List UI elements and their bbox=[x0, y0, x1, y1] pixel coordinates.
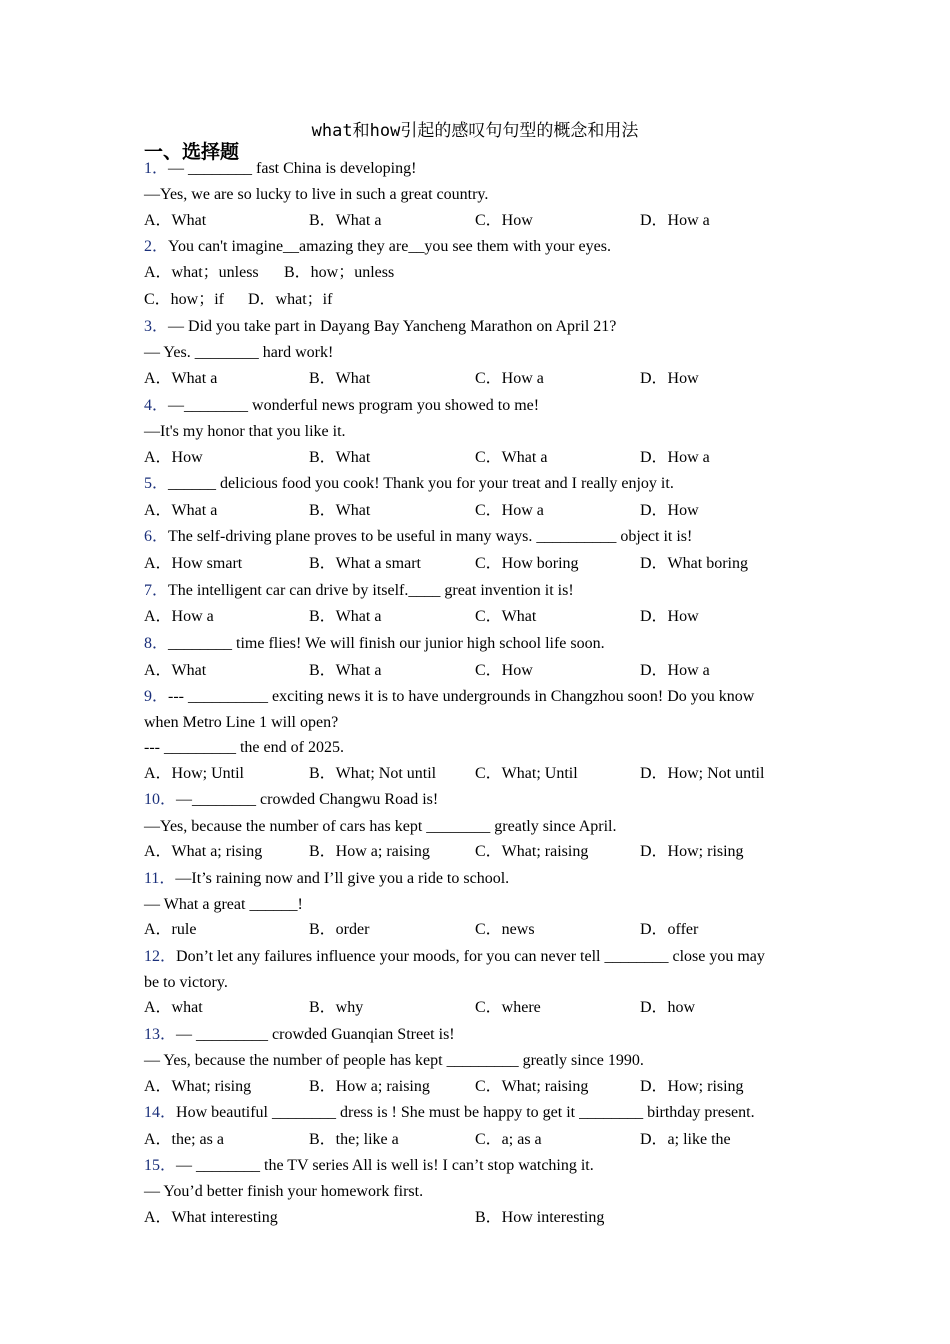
question-text: The self-driving plane proves to be useful in many ways. __________ object it is! bbox=[168, 528, 693, 545]
question-text: How beautiful ________ dress is ! She must be happy to get it ________ birthday present. bbox=[176, 1104, 755, 1121]
option-d[interactable]: D．how bbox=[640, 999, 696, 1016]
option-d[interactable]: D．How bbox=[640, 502, 699, 519]
question-1-line-1 bbox=[144, 159, 416, 179]
question-2-line-1 bbox=[144, 237, 611, 257]
question-number: 6． bbox=[144, 528, 169, 545]
question-15-line-1 bbox=[144, 1156, 594, 1176]
question-text: —It's my honor that you like it. bbox=[144, 423, 346, 440]
question-12-line-2 bbox=[144, 973, 228, 993]
question-4-line-2 bbox=[144, 422, 346, 442]
option-a[interactable]: A．What bbox=[144, 662, 207, 679]
option-d[interactable]: D．How bbox=[640, 608, 699, 625]
section-heading: 一、选择题 bbox=[144, 141, 240, 163]
option-d[interactable]: D．What boring bbox=[640, 555, 748, 572]
option-b[interactable]: B．the; like a bbox=[309, 1131, 399, 1148]
option-c[interactable]: C．news bbox=[475, 921, 535, 938]
question-6-line-1 bbox=[144, 527, 692, 547]
option-b[interactable]: B．What a bbox=[309, 608, 382, 625]
option-c[interactable]: C．How a bbox=[475, 370, 544, 387]
option-d[interactable]: D．How bbox=[640, 370, 699, 387]
option-a[interactable]: A．How bbox=[144, 449, 203, 466]
question-9-line-2 bbox=[144, 713, 338, 733]
option-b[interactable]: B．How a; raising bbox=[309, 843, 430, 860]
question-text: — Yes, because the number of people has kept _________ greatly since 1990. bbox=[144, 1052, 644, 1069]
page-title: what和how引起的感叹句句型的概念和用法 bbox=[311, 121, 639, 141]
question-text: — You’d better finish your homework first. bbox=[144, 1183, 424, 1200]
option-d[interactable]: D．How; Not until bbox=[640, 765, 765, 782]
option-d[interactable]: D．How a bbox=[640, 662, 710, 679]
option-b[interactable]: B．What a bbox=[309, 212, 382, 229]
option-b[interactable]: B．What bbox=[309, 449, 371, 466]
option-d[interactable]: D．a; like the bbox=[640, 1131, 731, 1148]
option-c[interactable]: C．How bbox=[475, 662, 533, 679]
option-a[interactable]: A．What; rising bbox=[144, 1078, 252, 1095]
question-3-line-2 bbox=[144, 343, 333, 363]
question-13-line-1 bbox=[144, 1025, 455, 1045]
question-1-line-2 bbox=[144, 185, 488, 205]
question-text: —________ crowded Changwu Road is! bbox=[176, 791, 439, 808]
question-4-line-1 bbox=[144, 396, 539, 416]
option-d[interactable]: D．How; rising bbox=[640, 1078, 744, 1095]
question-text: — What a great ______! bbox=[144, 896, 303, 913]
option-c[interactable]: C．how；if bbox=[144, 291, 225, 308]
option-d[interactable]: D．How a bbox=[640, 212, 710, 229]
option-b[interactable]: B．What bbox=[309, 370, 371, 387]
question-number: 10． bbox=[144, 791, 177, 808]
question-number: 15． bbox=[144, 1157, 177, 1174]
question-number: 9． bbox=[144, 688, 169, 705]
option-b[interactable]: B．What; Not until bbox=[309, 765, 437, 782]
question-text: — ________ the TV series All is well is! I can’t stop watching it. bbox=[176, 1157, 594, 1174]
option-d[interactable]: D．How; rising bbox=[640, 843, 744, 860]
question-text: --- __________ exciting news it is to have undergrounds in Changzhou soon! Do you know bbox=[168, 688, 755, 705]
question-text: --- _________ the end of 2025. bbox=[144, 739, 344, 756]
option-d[interactable]: D．offer bbox=[640, 921, 699, 938]
question-13-line-2 bbox=[144, 1051, 644, 1071]
option-b[interactable]: B．How a; raising bbox=[309, 1078, 430, 1095]
option-a[interactable]: A．What bbox=[144, 212, 207, 229]
question-9-line-3 bbox=[144, 738, 344, 758]
option-a[interactable]: A．How; Until bbox=[144, 765, 245, 782]
option-b[interactable]: B．What a smart bbox=[309, 555, 421, 572]
question-text: You can't imagine__amazing they are__you see them with your eyes. bbox=[168, 238, 611, 255]
question-text: — Did you take part in Dayang Bay Yancheng Marathon on April 21? bbox=[168, 318, 617, 335]
question-text: — _________ crowded Guanqian Street is! bbox=[176, 1026, 455, 1043]
question-number: 5． bbox=[144, 475, 169, 492]
question-text: —________ wonderful news program you showed to me! bbox=[168, 397, 540, 414]
question-text: — ________ fast China is developing! bbox=[168, 160, 417, 177]
question-text: —Yes, because the number of cars has kept ________ greatly since April. bbox=[144, 818, 617, 835]
option-a[interactable]: A．what；unless bbox=[144, 264, 259, 281]
option-d[interactable]: D．How a bbox=[640, 449, 710, 466]
option-a[interactable]: A．What a; rising bbox=[144, 843, 263, 860]
question-11-line-1 bbox=[144, 869, 509, 889]
question-14-line-1 bbox=[144, 1103, 755, 1123]
question-text: — Yes. ________ hard work! bbox=[144, 344, 334, 361]
option-a[interactable]: A．What interesting bbox=[144, 1209, 278, 1226]
question-12-line-1 bbox=[144, 947, 765, 967]
question-11-line-2 bbox=[144, 895, 303, 915]
question-number: 14． bbox=[144, 1104, 177, 1121]
option-b[interactable]: B．What a bbox=[309, 662, 382, 679]
option-c[interactable]: C．How bbox=[475, 212, 533, 229]
option-c[interactable]: C．What bbox=[475, 608, 537, 625]
question-number: 13． bbox=[144, 1026, 177, 1043]
question-3-line-1 bbox=[144, 317, 616, 337]
question-text: Don’t let any failures influence your moods, for you can never tell ________ close you may bbox=[176, 948, 765, 965]
question-10-line-1 bbox=[144, 790, 438, 810]
option-c[interactable]: C．where bbox=[475, 999, 541, 1016]
option-c[interactable]: C．How boring bbox=[475, 555, 579, 572]
option-a[interactable]: A．rule bbox=[144, 921, 197, 938]
option-a[interactable]: A．What a bbox=[144, 502, 218, 519]
option-c[interactable]: C．What a bbox=[475, 449, 548, 466]
question-number: 11． bbox=[144, 870, 176, 887]
option-c[interactable]: C．What; raising bbox=[475, 843, 589, 860]
option-b[interactable]: B．How interesting bbox=[475, 1209, 605, 1226]
option-b[interactable]: B．What bbox=[309, 502, 371, 519]
question-text: —Yes, we are so lucky to live in such a great country. bbox=[144, 186, 489, 203]
question-text: The intelligent car can drive by itself.____ great invention it is! bbox=[168, 582, 574, 599]
question-number: 8． bbox=[144, 635, 169, 652]
option-c[interactable]: C．What; Until bbox=[475, 765, 578, 782]
question-number: 4． bbox=[144, 397, 169, 414]
option-a[interactable]: A．What a bbox=[144, 370, 218, 387]
option-c[interactable]: C．How a bbox=[475, 502, 544, 519]
question-number: 12． bbox=[144, 948, 177, 965]
option-a[interactable]: A．the; as a bbox=[144, 1131, 224, 1148]
question-7-line-1 bbox=[144, 581, 574, 601]
question-text: ______ delicious food you cook! Thank you for your treat and I really enjoy it. bbox=[168, 475, 674, 492]
option-a[interactable]: A．How smart bbox=[144, 555, 243, 572]
option-a[interactable]: A．How a bbox=[144, 608, 214, 625]
question-9-line-1 bbox=[144, 687, 754, 707]
question-number: 1． bbox=[144, 160, 169, 177]
option-d[interactable]: D．what；if bbox=[248, 291, 333, 308]
option-c[interactable]: C．a; as a bbox=[475, 1131, 542, 1148]
question-text: ________ time flies! We will finish our junior high school life soon. bbox=[168, 635, 605, 652]
question-15-line-2 bbox=[144, 1182, 423, 1202]
question-text: when Metro Line 1 will open? bbox=[144, 714, 339, 731]
option-b[interactable]: B．order bbox=[309, 921, 370, 938]
question-8-line-1 bbox=[144, 634, 605, 654]
question-number: 2． bbox=[144, 238, 169, 255]
question-number: 7． bbox=[144, 582, 169, 599]
question-10-line-2 bbox=[144, 817, 616, 837]
option-c[interactable]: C．What; raising bbox=[475, 1078, 589, 1095]
question-text: be to victory. bbox=[144, 974, 228, 991]
option-b[interactable]: B．how；unless bbox=[284, 264, 395, 281]
option-a[interactable]: A．what bbox=[144, 999, 203, 1016]
question-5-line-1 bbox=[144, 474, 674, 494]
question-text: —It’s raining now and I’ll give you a ride to school. bbox=[175, 870, 510, 887]
question-number: 3． bbox=[144, 318, 169, 335]
option-b[interactable]: B．why bbox=[309, 999, 364, 1016]
